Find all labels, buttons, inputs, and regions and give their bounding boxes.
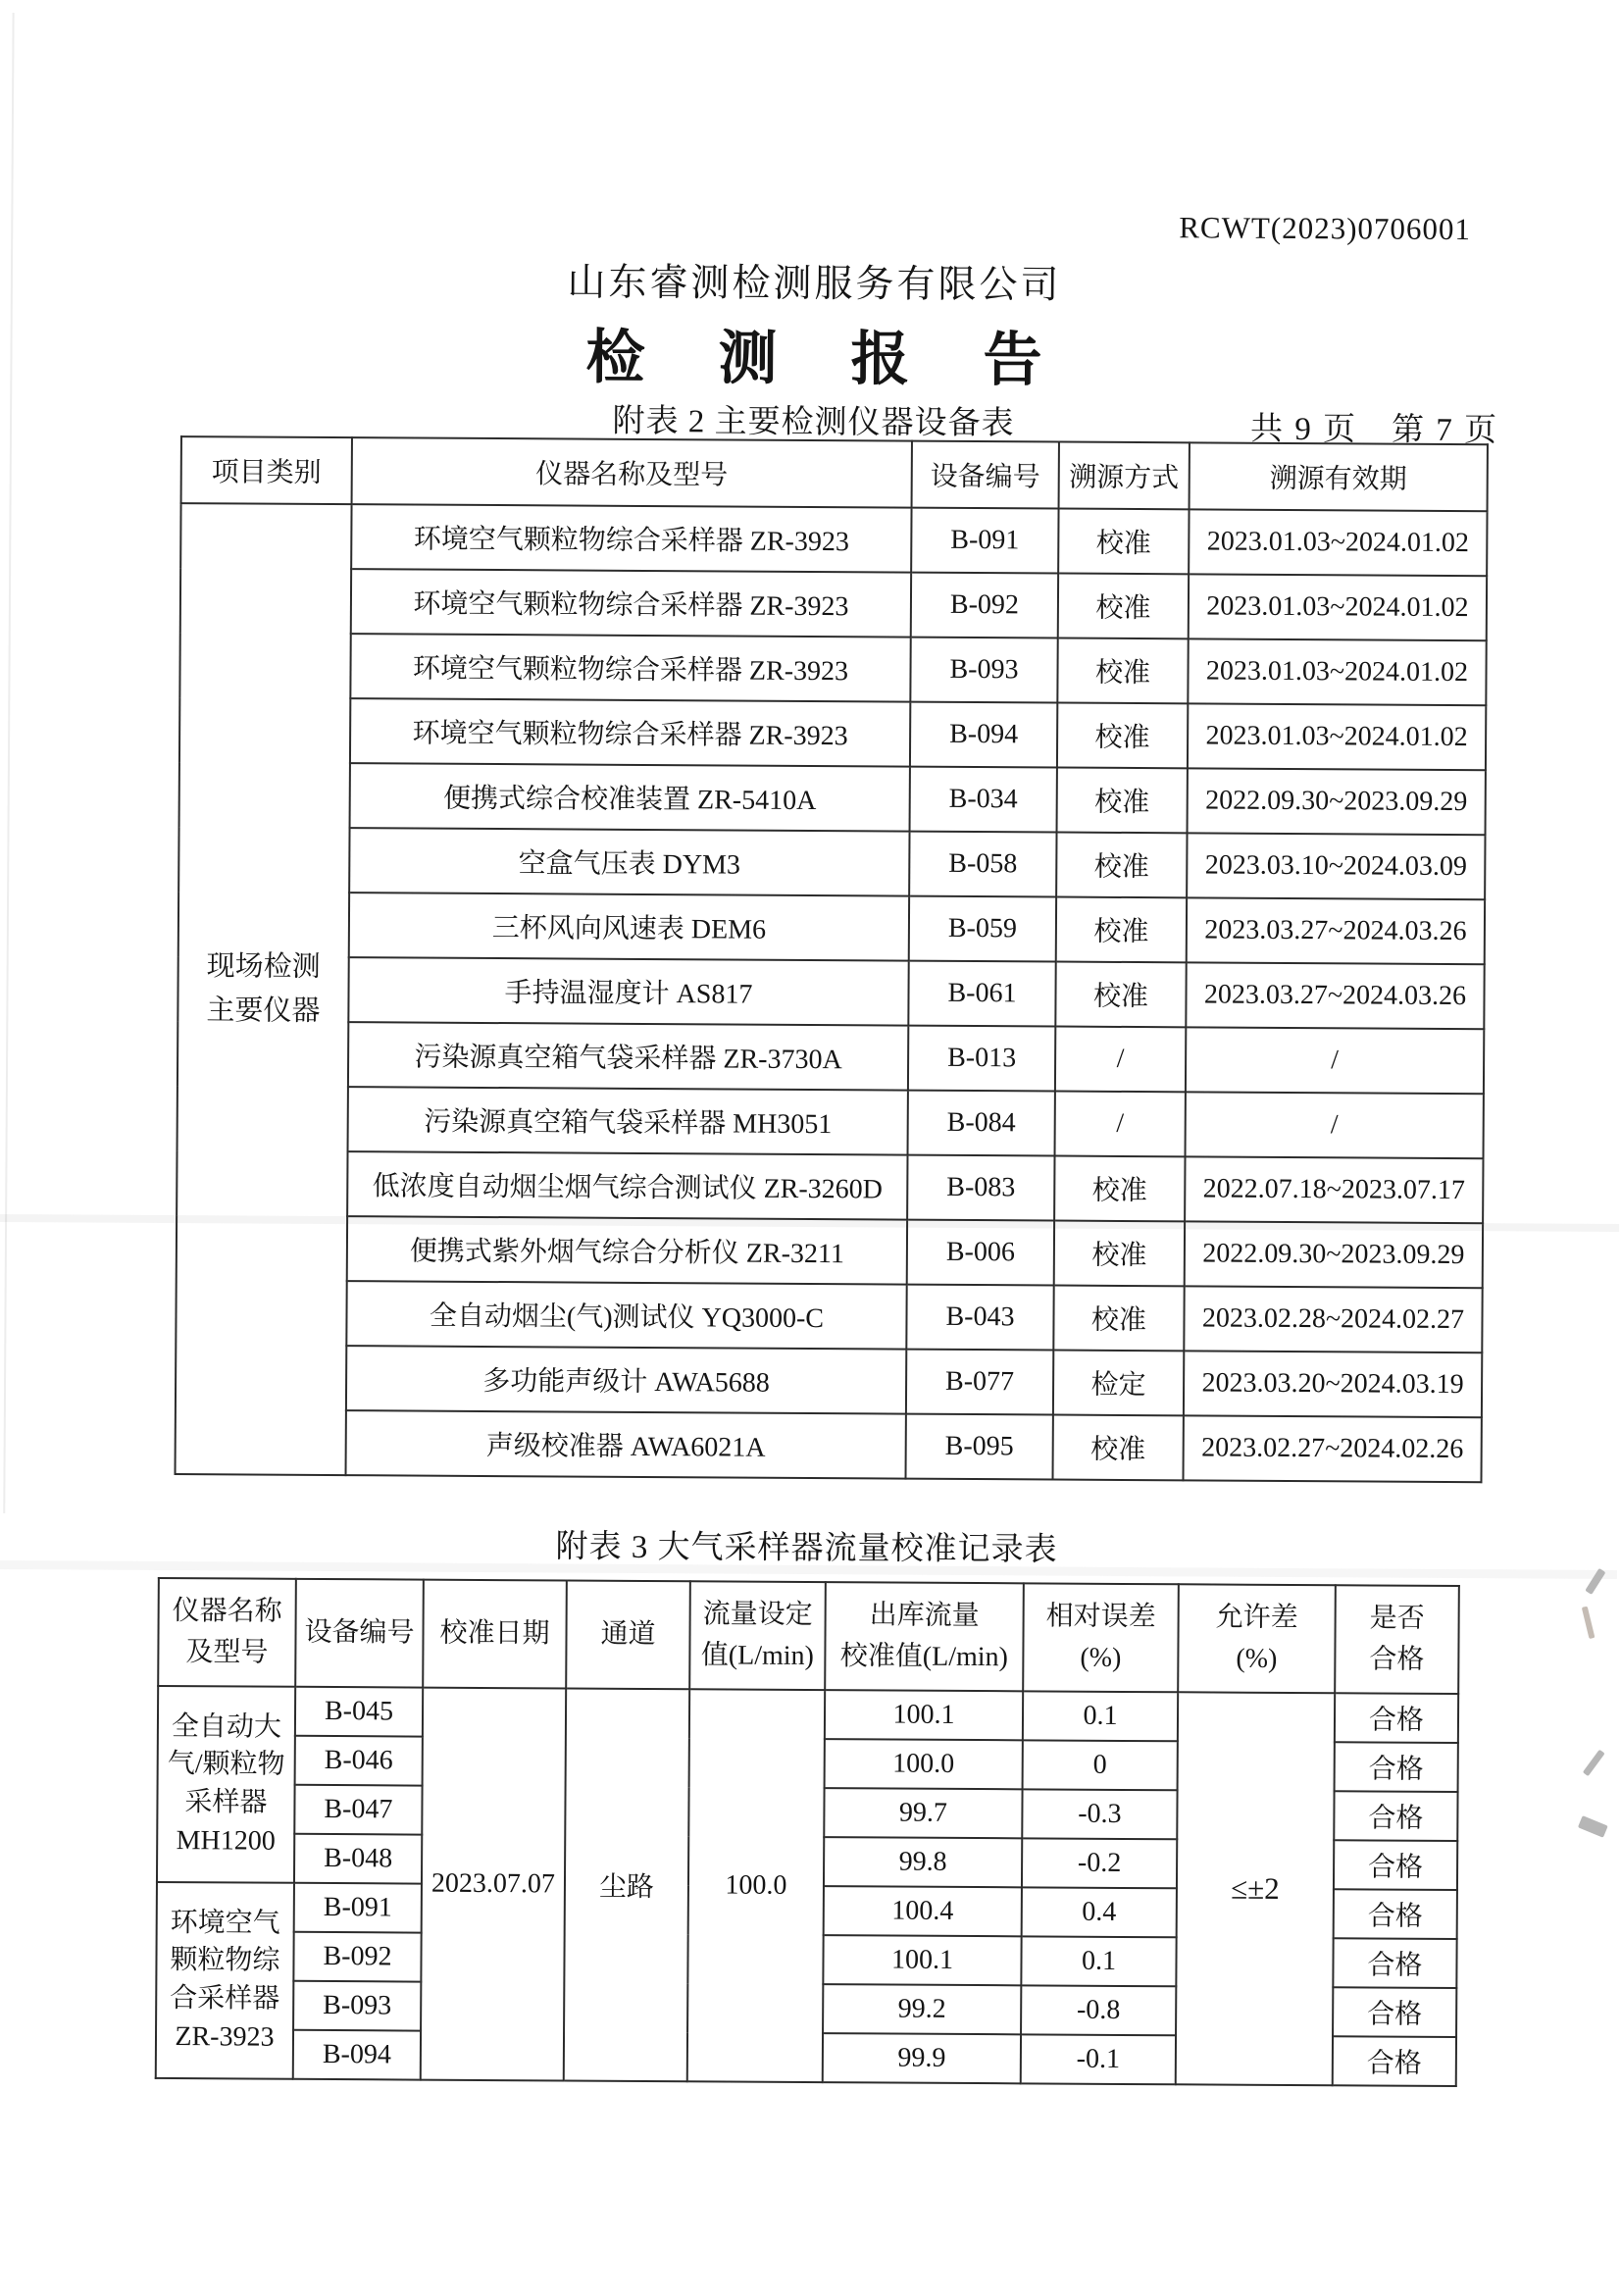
pass-cell: 合格	[1333, 2036, 1456, 2086]
trace-validity-cell: 2023.03.27~2024.03.26	[1187, 897, 1485, 964]
relative-error-cell: 0.1	[1021, 1936, 1176, 1986]
header-device-no: 设备编号	[912, 441, 1059, 509]
equipment-row	[179, 633, 1486, 705]
pass-cell: 合格	[1333, 1938, 1456, 1988]
relative-error-cell: 0	[1023, 1740, 1178, 1790]
device-no-cell: B-048	[294, 1834, 422, 1884]
equipment-row	[176, 1280, 1482, 1352]
instrument-group-cell: 环境空气 颗粒物综 合采样器 ZR-3923	[156, 1882, 294, 2079]
relative-error-cell: -0.3	[1022, 1789, 1177, 1839]
device-no-cell: B-034	[910, 767, 1057, 833]
header-trace-validity: 溯源有效期	[1190, 442, 1488, 511]
allowed-diff-cell: ≤±2	[1176, 1692, 1335, 2085]
device-no-cell: B-092	[911, 573, 1058, 638]
trace-validity-cell: 2023.03.20~2024.03.19	[1184, 1351, 1482, 1417]
measured-flow-cell: 99.7	[824, 1788, 1022, 1838]
device-no-cell: B-093	[293, 1981, 421, 2031]
trace-method-cell: 校准	[1052, 1415, 1183, 1481]
device-no-cell: B-083	[907, 1155, 1054, 1221]
device-no-cell: B-047	[294, 1785, 422, 1835]
instrument-name-cell: 污染源真空箱气袋采样器 MH3051	[348, 1087, 908, 1154]
trace-validity-cell: 2022.07.18~2023.07.17	[1185, 1156, 1483, 1223]
relative-error-cell: 0.1	[1023, 1691, 1178, 1741]
equipment-row	[176, 1345, 1482, 1417]
relative-error-cell: -0.2	[1022, 1838, 1177, 1888]
trace-validity-cell: 2023.02.27~2024.02.26	[1183, 1415, 1481, 1482]
pass-cell: 合格	[1335, 1693, 1458, 1743]
trace-method-cell: /	[1055, 1092, 1186, 1157]
instrument-name-cell: 环境空气颗粒物综合采样器 ZR-3923	[351, 504, 911, 572]
instrument-name-cell: 环境空气颗粒物综合采样器 ZR-3923	[350, 698, 910, 766]
scan-artifact	[1583, 1750, 1605, 1777]
table3-caption: 附表 3 大气采样器流量校准记录表	[555, 1529, 1058, 1568]
scan-artifact	[1578, 1815, 1608, 1838]
pass-cell: 合格	[1334, 1840, 1457, 1890]
instrument-name-cell: 多功能声级计 AWA5688	[346, 1346, 906, 1413]
device-no-cell: B-092	[293, 1932, 421, 1982]
trace-method-cell: 校准	[1057, 768, 1188, 834]
equipment-row	[179, 762, 1486, 835]
device-no-cell: B-045	[295, 1687, 423, 1737]
trace-validity-cell: /	[1186, 1092, 1484, 1158]
header-pass: 是否 合格	[1335, 1585, 1459, 1694]
device-no-cell: B-094	[293, 2030, 421, 2080]
equipment-header-row	[181, 436, 1488, 511]
equipment-row	[177, 1215, 1483, 1288]
trace-validity-cell: 2022.09.30~2023.09.29	[1185, 1221, 1483, 1288]
header-instrument-name: 仪器名称及型号	[352, 437, 912, 507]
measured-flow-cell: 99.8	[824, 1837, 1022, 1887]
header-channel: 通道	[566, 1580, 690, 1689]
relative-error-cell: 0.4	[1022, 1887, 1177, 1937]
set-flow-cell: 100.0	[687, 1689, 825, 2082]
trace-method-cell: 校准	[1057, 638, 1188, 704]
scan-artifact	[1582, 1607, 1596, 1639]
calibration-row	[158, 1686, 1458, 1743]
equipment-row	[176, 1409, 1482, 1482]
relative-error-cell: -0.1	[1021, 2034, 1176, 2084]
equipment-row	[180, 503, 1487, 576]
instrument-name-cell: 便携式紫外烟气综合分析仪 ZR-3211	[347, 1216, 907, 1284]
measured-flow-cell: 100.0	[825, 1739, 1023, 1789]
company-name: 山东睿测检测服务有限公司	[567, 261, 1062, 307]
instrument-name-cell: 空盒气压表 DYM3	[349, 828, 909, 895]
header-instrument: 仪器名称 及型号	[158, 1578, 296, 1687]
equipment-row	[178, 827, 1485, 899]
header-calib-date: 校准日期	[423, 1580, 567, 1689]
trace-method-cell: 检定	[1053, 1351, 1184, 1416]
trace-validity-cell: 2023.01.03~2024.01.02	[1188, 703, 1486, 770]
trace-method-cell: 校准	[1054, 1221, 1185, 1287]
trace-method-cell: /	[1055, 1027, 1186, 1093]
page-count: 共 9 页 第 7 页	[1249, 411, 1499, 449]
equipment-row	[178, 892, 1485, 964]
instrument-name-cell: 污染源真空箱气袋采样器 ZR-3730A	[348, 1022, 908, 1090]
measured-flow-cell: 100.4	[824, 1886, 1022, 1936]
instrument-name-cell: 低浓度自动烟尘烟气综合测试仪 ZR-3260D	[347, 1151, 907, 1219]
equipment-row	[177, 1150, 1483, 1223]
report-number: RCWT(2023)0706001	[1179, 210, 1472, 247]
device-no-cell: B-058	[909, 832, 1056, 897]
report-title: 检 测 报 告	[585, 325, 1072, 393]
flow-calibration-table	[155, 1577, 1460, 2087]
trace-validity-cell: 2023.02.28~2024.02.27	[1184, 1286, 1482, 1352]
device-no-cell: B-006	[907, 1220, 1054, 1286]
equipment-table	[175, 435, 1489, 1483]
equipment-row	[177, 956, 1484, 1029]
trace-validity-cell: 2023.03.10~2024.03.09	[1187, 833, 1485, 899]
device-no-cell: B-059	[909, 896, 1056, 962]
header-device-no: 设备编号	[295, 1579, 424, 1688]
header-category: 项目类别	[181, 436, 352, 504]
pass-cell: 合格	[1333, 1987, 1456, 2037]
instrument-group-cell: 全自动大 气/颗粒物 采样器 MH1200	[157, 1686, 295, 1883]
device-no-cell: B-046	[295, 1736, 423, 1786]
device-no-cell: B-084	[908, 1091, 1055, 1156]
trace-method-cell: 校准	[1053, 1286, 1184, 1352]
pass-cell: 合格	[1334, 1889, 1457, 1939]
device-no-cell: B-061	[908, 961, 1055, 1027]
trace-validity-cell: /	[1186, 1027, 1484, 1094]
trace-validity-cell: 2023.03.27~2024.03.26	[1186, 962, 1484, 1029]
device-no-cell: B-043	[906, 1285, 1053, 1351]
device-no-cell: B-095	[906, 1414, 1053, 1480]
measured-flow-cell: 100.1	[825, 1690, 1023, 1740]
instrument-name-cell: 便携式综合校准装置 ZR-5410A	[350, 763, 910, 831]
header-measured-flow: 出库流量 校准值(L/min)	[825, 1582, 1024, 1691]
calibration-header-row	[158, 1578, 1459, 1694]
equipment-row	[177, 1021, 1484, 1094]
calib-date-cell: 2023.07.07	[421, 1688, 566, 2081]
header-set-flow: 流量设定 值(L/min)	[689, 1581, 826, 1690]
instrument-name-cell: 环境空气颗粒物综合采样器 ZR-3923	[351, 569, 911, 637]
pass-cell: 合格	[1335, 1742, 1458, 1792]
instrument-name-cell: 环境空气颗粒物综合采样器 ZR-3923	[350, 634, 910, 701]
pass-cell: 合格	[1334, 1791, 1457, 1841]
trace-validity-cell: 2023.01.03~2024.01.02	[1189, 574, 1487, 640]
instrument-name-cell: 声级校准器 AWA6021A	[346, 1410, 906, 1478]
category-cell: 现场检测 主要仪器	[176, 503, 352, 1475]
device-no-cell: B-093	[910, 638, 1057, 703]
trace-validity-cell: 2023.01.03~2024.01.02	[1189, 509, 1487, 576]
trace-method-cell: 校准	[1058, 509, 1189, 575]
instrument-name-cell: 手持温湿度计 AS817	[348, 957, 908, 1025]
trace-validity-cell: 2023.01.03~2024.01.02	[1188, 638, 1486, 705]
relative-error-cell: -0.8	[1021, 1985, 1176, 2035]
instrument-name-cell: 三杯风向风速表 DEM6	[349, 893, 909, 960]
instrument-name-cell: 全自动烟尘(气)测试仪 YQ3000-C	[346, 1281, 906, 1349]
trace-validity-cell: 2022.09.30~2023.09.29	[1188, 768, 1486, 835]
equipment-row	[179, 697, 1486, 770]
measured-flow-cell: 99.2	[823, 1984, 1021, 2034]
trace-method-cell: 校准	[1057, 703, 1188, 769]
channel-cell: 尘路	[564, 1688, 689, 2081]
device-no-cell: B-094	[910, 702, 1057, 768]
trace-method-cell: 校准	[1054, 1156, 1185, 1222]
device-no-cell: B-013	[908, 1026, 1055, 1092]
header-relative-error: 相对误差 (%)	[1023, 1583, 1179, 1692]
device-no-cell: B-077	[906, 1350, 1053, 1415]
trace-method-cell: 校准	[1056, 897, 1187, 963]
device-no-cell: B-091	[294, 1883, 422, 1933]
header-trace-method: 溯源方式	[1059, 442, 1190, 510]
device-no-cell: B-091	[911, 508, 1058, 574]
equipment-row	[180, 568, 1487, 640]
equipment-row	[177, 1086, 1484, 1158]
measured-flow-cell: 99.9	[823, 2033, 1021, 2083]
measured-flow-cell: 100.1	[823, 1935, 1021, 1985]
scan-artifact	[3, 13, 14, 1513]
trace-method-cell: 校准	[1058, 574, 1189, 639]
header-allowed-diff: 允许差 (%)	[1178, 1584, 1336, 1693]
trace-method-cell: 校准	[1055, 962, 1186, 1028]
trace-method-cell: 校准	[1056, 833, 1187, 898]
table2-caption: 附表 2 主要检测仪器设备表	[612, 403, 1015, 442]
